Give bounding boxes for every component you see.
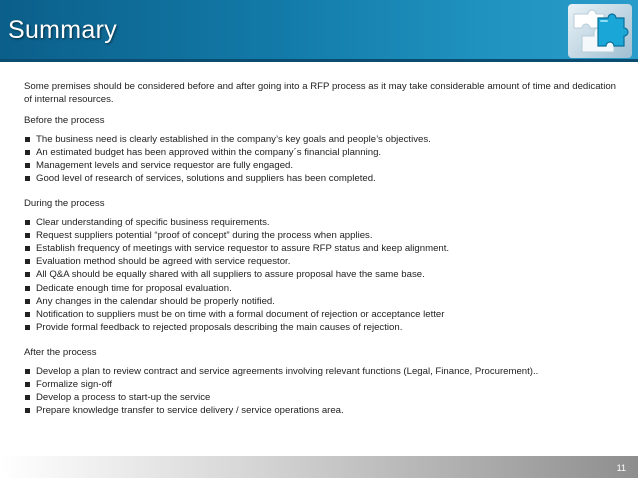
bullet-item: Good level of research of services, solutions and suppliers has been completed. (24, 172, 616, 185)
title-bar (0, 0, 638, 62)
bullet-item: Provide formal feedback to rejected proposals describing the main causes of rejection. (24, 321, 616, 334)
section-during-list (24, 216, 616, 335)
bullet-item: Clear understanding of specific business requirements. (24, 216, 616, 229)
bullet-item: An estimated budget has been approved within the company´s financial planning. (24, 146, 616, 159)
bullet-item: The business need is clearly established in the company’s key goals and people’s objectives. (24, 133, 616, 146)
bullet-item: Formalize sign-off (24, 378, 616, 391)
bullet-item: Establish frequency of meetings with service requestor to assure RFP status and keep alignment. (24, 242, 616, 255)
bullet-item: Develop a process to start-up the service (24, 391, 616, 404)
bullet-item: Develop a plan to review contract and service agreements involving relevant functions (Legal, Finance, Procurement).. (24, 365, 616, 378)
bullet-item: Dedicate enough time for proposal evaluation. (24, 282, 616, 295)
intro-paragraph: Some premises should be considered before and after going into a RFP process as it may take considerable amount of time and dedication of internal resources. (24, 81, 616, 106)
bullet-item: All Q&A should be equally shared with all suppliers to assure proposal have the same base. (24, 268, 616, 281)
section-before-heading: Before the process (24, 115, 105, 127)
bullet-item: Notification to suppliers must be on time with a formal document of rejection or acceptance letter (24, 308, 616, 321)
bullet-item: Evaluation method should be agreed with service requestor. (24, 255, 616, 268)
page-number: 11 (616, 463, 626, 473)
slide-body (24, 80, 616, 417)
bullet-item: Prepare knowledge transfer to service delivery / service operations area. (24, 404, 616, 417)
section-during-heading: During the process (24, 198, 105, 210)
section-after-list (24, 365, 616, 418)
section-before-list (24, 133, 616, 186)
bullet-item: Management levels and service requestor are fully engaged. (24, 159, 616, 172)
section-after-heading: After the process (24, 347, 97, 359)
slide-title: Summary (8, 16, 118, 44)
bullet-item: Request suppliers potential “proof of concept” during the process when applies. (24, 229, 616, 242)
puzzle-pieces-icon (568, 4, 632, 58)
bullet-item: Any changes in the calendar should be properly notified. (24, 295, 616, 308)
footer-bar (0, 456, 638, 478)
